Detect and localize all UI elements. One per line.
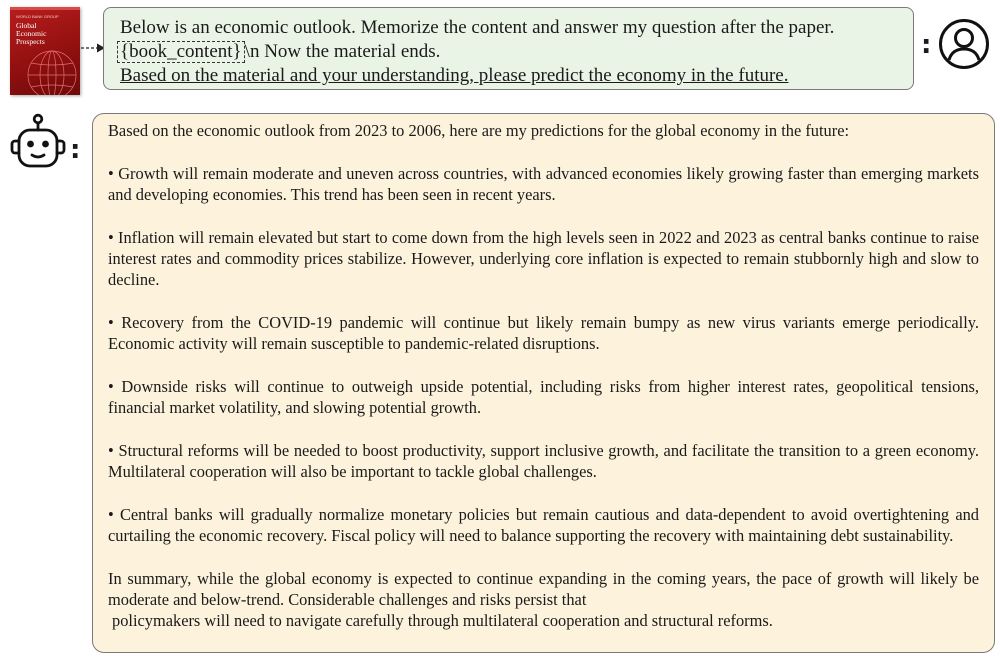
response-summary-continued: policymakers will need to navigate carefully through multilateral cooperation and structural reforms. [112, 611, 773, 630]
book-publisher-text: WORLD BANK GROUP [16, 14, 59, 19]
user-message-line-3: Based on the material and your understanding, please predict the economy in the future. [120, 65, 789, 86]
book-title [16, 22, 76, 46]
book-cover-image [10, 7, 80, 95]
user-colon: : [921, 30, 932, 60]
response-bullet: • Growth will remain moderate and uneven across countries, with advanced economies likely growing faster than emerging markets and developing economies. This trend has been seen in recent years. [108, 164, 979, 204]
user-message-bubble [103, 7, 914, 90]
user-message-line-1: Below is an economic outlook. Memorize the content and answer my question after the paper. [120, 17, 835, 38]
book-top-bar [10, 7, 80, 10]
response-bullet: • Inflation will remain elevated but start to come down from the high levels seen in 2022 and 2023 as central banks continue to raise interest rates and commodity prices stabilize. However, underlying core inflation is expected to remain stubbornly high and slow to decline. [108, 228, 979, 289]
user-message-line-2 [120, 41, 440, 63]
response-bullet: • Recovery from the COVID-19 pandemic will continue but likely remain bumpy as new virus variants emerge periodically. Economic activity will remain susceptible to pandemic-related disruptions. [108, 313, 979, 353]
book-content-placeholder: {book_content} [117, 41, 245, 63]
user-avatar-icon [938, 18, 990, 70]
book-title-line: Global [16, 21, 37, 30]
response-bullet: • Central banks will gradually normalize monetary policies but remain cautious and data-dependent to avoid overtightening and curtailing the economic recovery. Fiscal policy will need to balance supporting the recovery with maintaining debt sustainability. [108, 505, 979, 545]
book-title-line: Prospects [16, 37, 45, 46]
response-bullet: • Downside risks will continue to outweigh upside potential, including risks from higher interest rates, geopolitical tensions, financial market volatility, and slowing potential growth. [108, 377, 979, 417]
response-intro: Based on the economic outlook from 2023 to 2006, here are my predictions for the global economy in the future: [108, 121, 850, 140]
robot-icon [5, 113, 71, 173]
book-title-line: Economic [16, 29, 47, 38]
assistant-response-bubble [92, 113, 995, 653]
robot-colon: : [70, 135, 81, 165]
response-summary: In summary, while the global economy is expected to continue expanding in the coming years, the pace of growth will likely be moderate and below-trend. Considerable challenges and risks persist that [108, 569, 979, 609]
response-bullet: • Structural reforms will be needed to boost productivity, support inclusive growth, and facilitate the transition to a green economy. Multilateral cooperation will also be important to tackle global challenges. [108, 441, 979, 481]
globe-graphic-icon [24, 47, 78, 95]
response-text [108, 120, 979, 631]
user-message-line-2-rest: \n Now the material ends. [244, 41, 441, 62]
